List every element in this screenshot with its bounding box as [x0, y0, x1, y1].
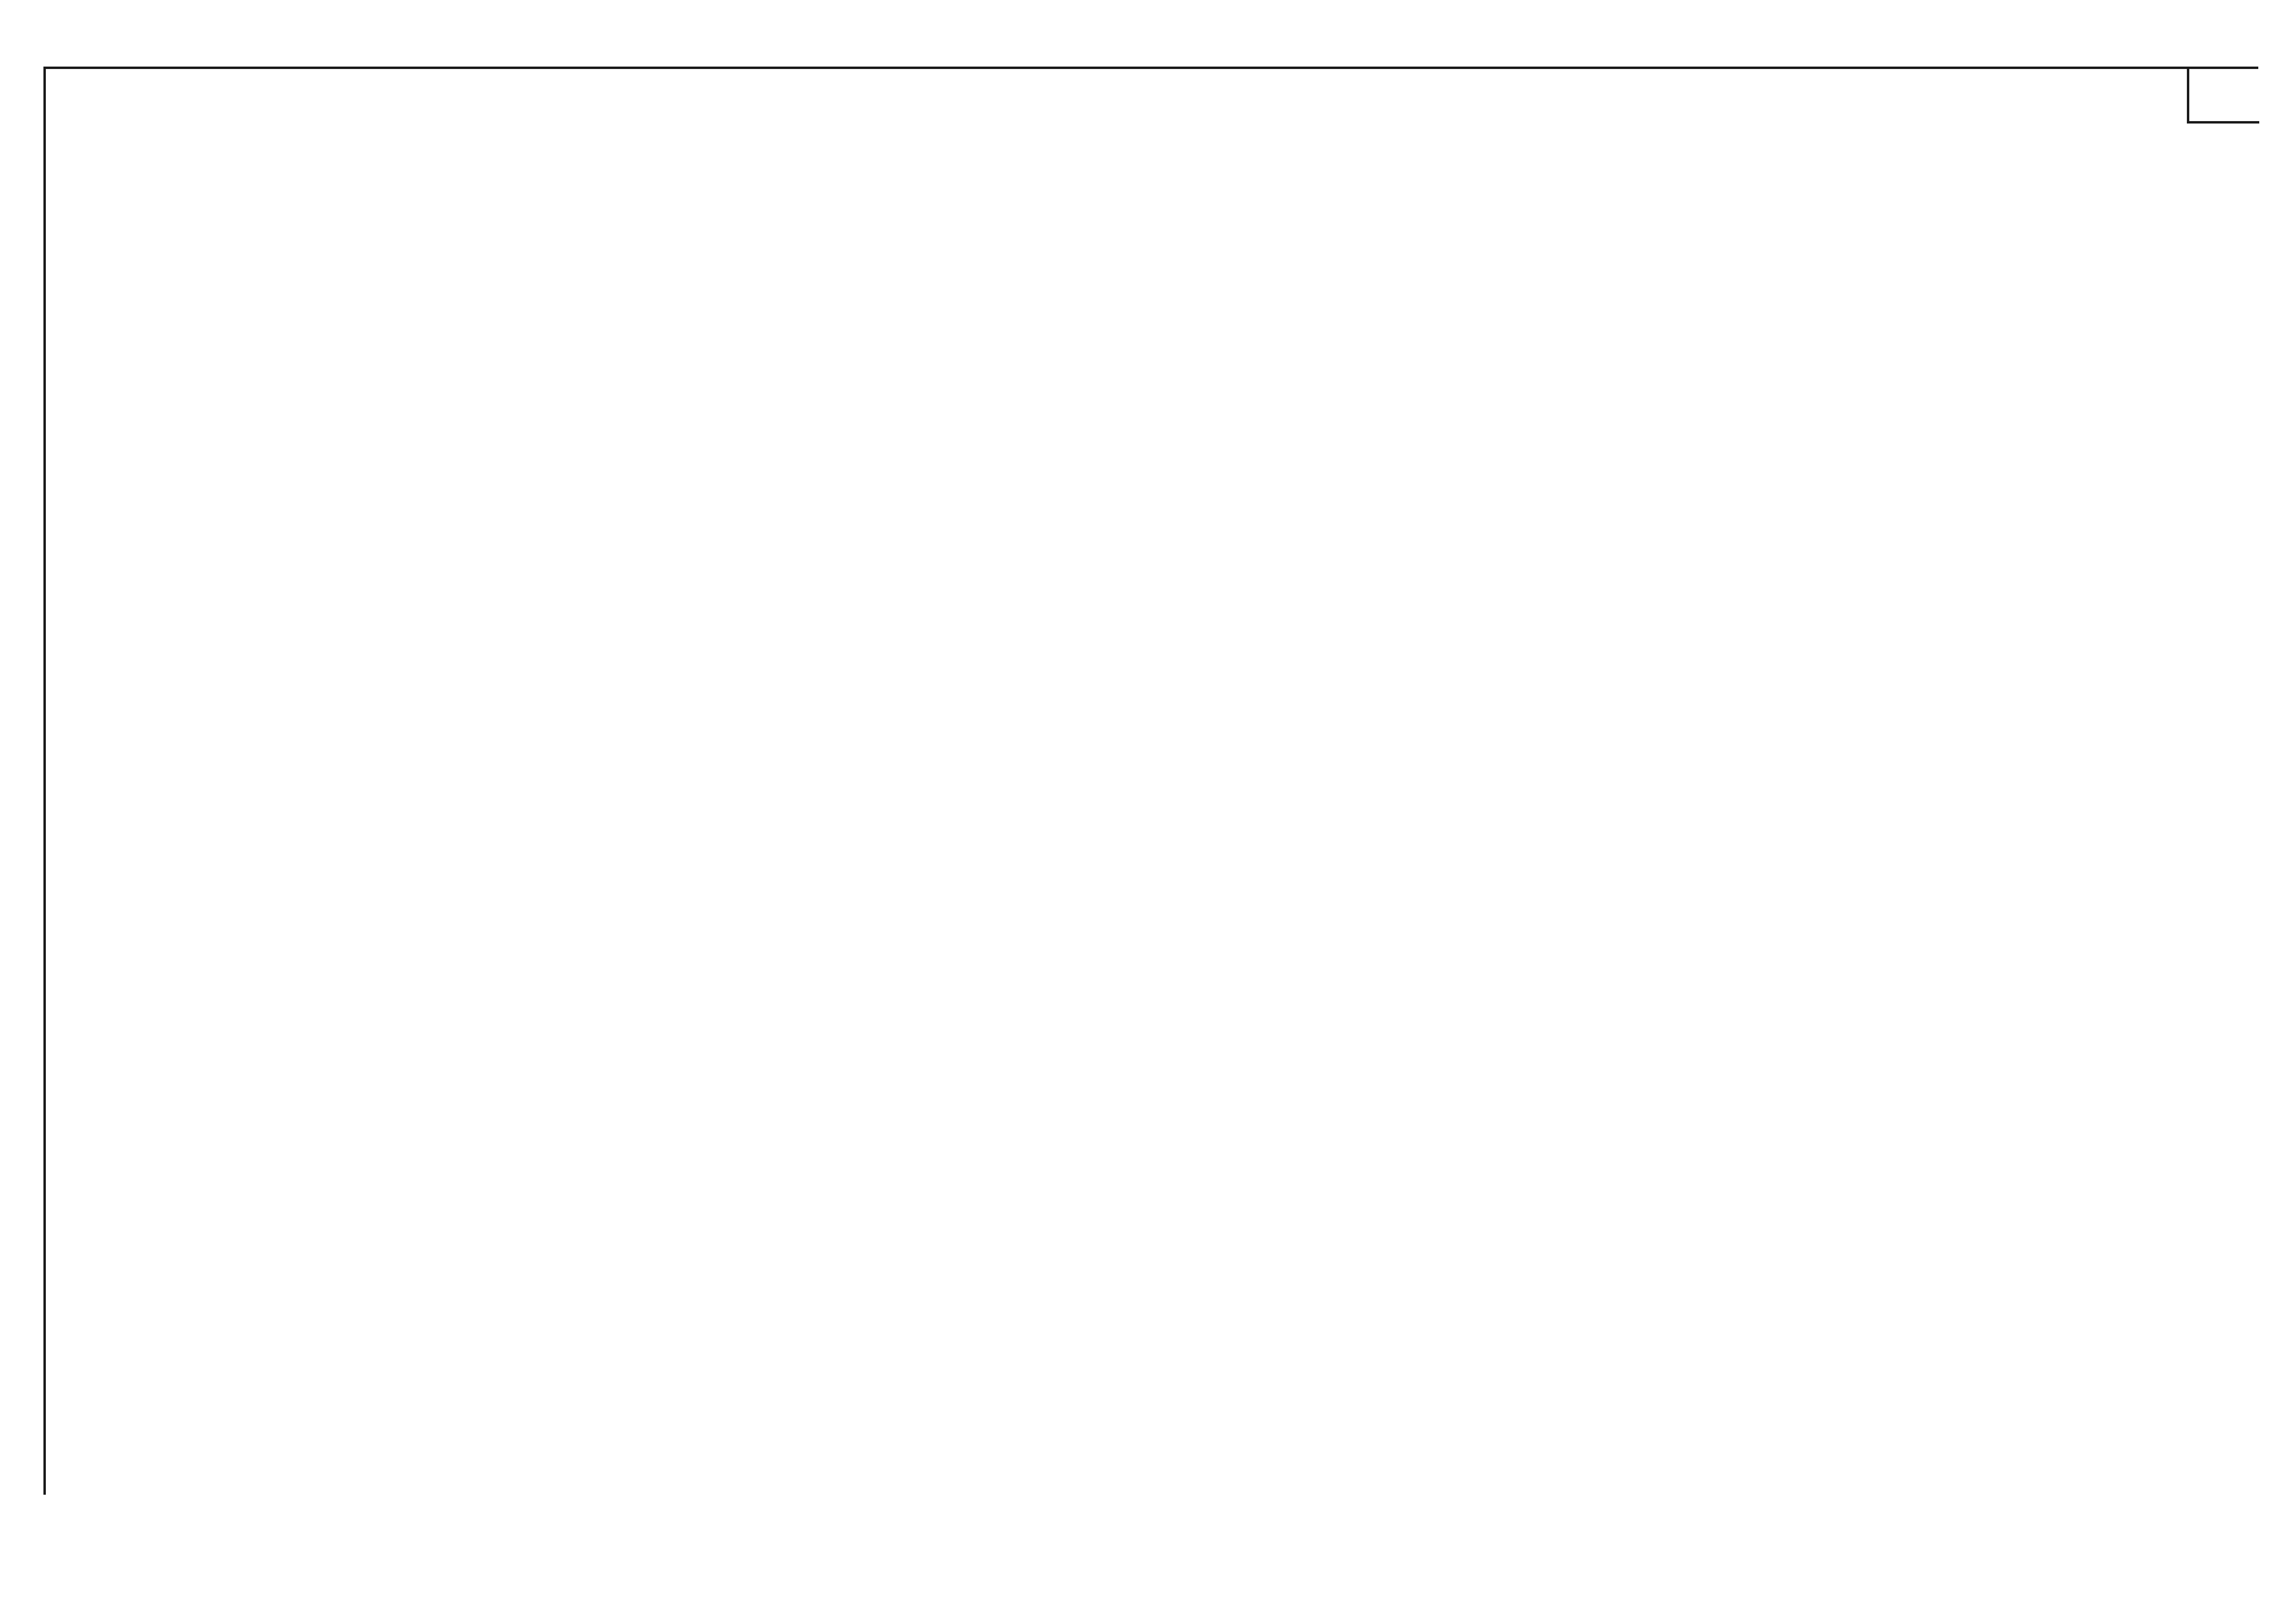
side-stamp-inv-vzam — [71, 1107, 138, 1238]
side-stamp-sign-date — [71, 1242, 138, 1426]
side-stamp-inv-podl — [71, 1428, 138, 1554]
